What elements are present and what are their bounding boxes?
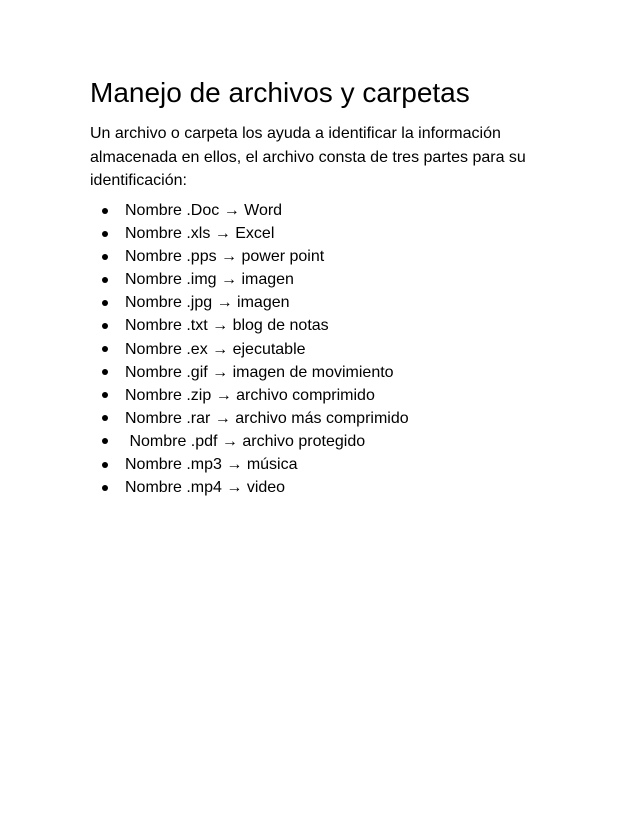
bullet-icon (102, 254, 108, 260)
bullet-icon (102, 415, 108, 421)
list-item-text: Nombre .rar → archivo más comprimido (125, 409, 409, 427)
list-item (90, 476, 409, 499)
page-title: Manejo de archivos y carpetas (90, 77, 470, 108)
bullet-icon (102, 231, 108, 237)
list-item-text: Nombre .jpg → imagen (125, 294, 290, 312)
list-item (90, 245, 409, 268)
bullet-icon (102, 277, 108, 283)
list-item-text: Nombre .mp3 → música (125, 456, 298, 474)
list-item-text: Nombre .Doc → Word (125, 202, 283, 219)
intro-line: Un archivo o carpeta los ayuda a identificar la información (90, 125, 501, 142)
list-item (90, 430, 409, 453)
list-item (90, 291, 409, 314)
list-item-text: Nombre .zip → archivo comprimido (125, 386, 375, 404)
file-extension-list (90, 199, 409, 499)
list-item (90, 222, 409, 245)
list-item-text: Nombre .txt → blog de notas (125, 317, 329, 335)
list-item (90, 268, 409, 291)
bullet-icon (102, 438, 108, 444)
bullet-icon (102, 462, 108, 468)
list-item-text: Nombre .img → imagen (125, 271, 294, 289)
intro-paragraph (90, 122, 560, 193)
list-item-text: Nombre .pps → power point (125, 248, 325, 266)
intro-line: almacenada en ellos, el archivo consta de tres partes para su (90, 148, 526, 166)
list-item-text: Nombre .gif → imagen de movimiento (125, 363, 394, 381)
list-item (90, 384, 409, 407)
bullet-icon (102, 300, 108, 306)
bullet-icon (102, 369, 108, 375)
list-item-text: Nombre .xls → Excel (125, 225, 275, 243)
intro-line: identificación: (90, 172, 187, 189)
list-item (90, 338, 409, 361)
bullet-icon (102, 346, 108, 352)
bullet-icon (102, 323, 108, 329)
bullet-icon (102, 485, 108, 491)
bullet-icon (102, 208, 108, 214)
list-item (90, 199, 409, 222)
list-item (90, 361, 409, 384)
list-item (90, 453, 409, 476)
list-item (90, 314, 409, 337)
list-item-text: Nombre .mp4 → video (125, 479, 286, 497)
list-item-text: Nombre .ex → ejecutable (125, 340, 306, 358)
list-item (90, 407, 409, 430)
list-item-text: Nombre .pdf → archivo protegido (125, 432, 366, 450)
bullet-icon (102, 392, 108, 398)
